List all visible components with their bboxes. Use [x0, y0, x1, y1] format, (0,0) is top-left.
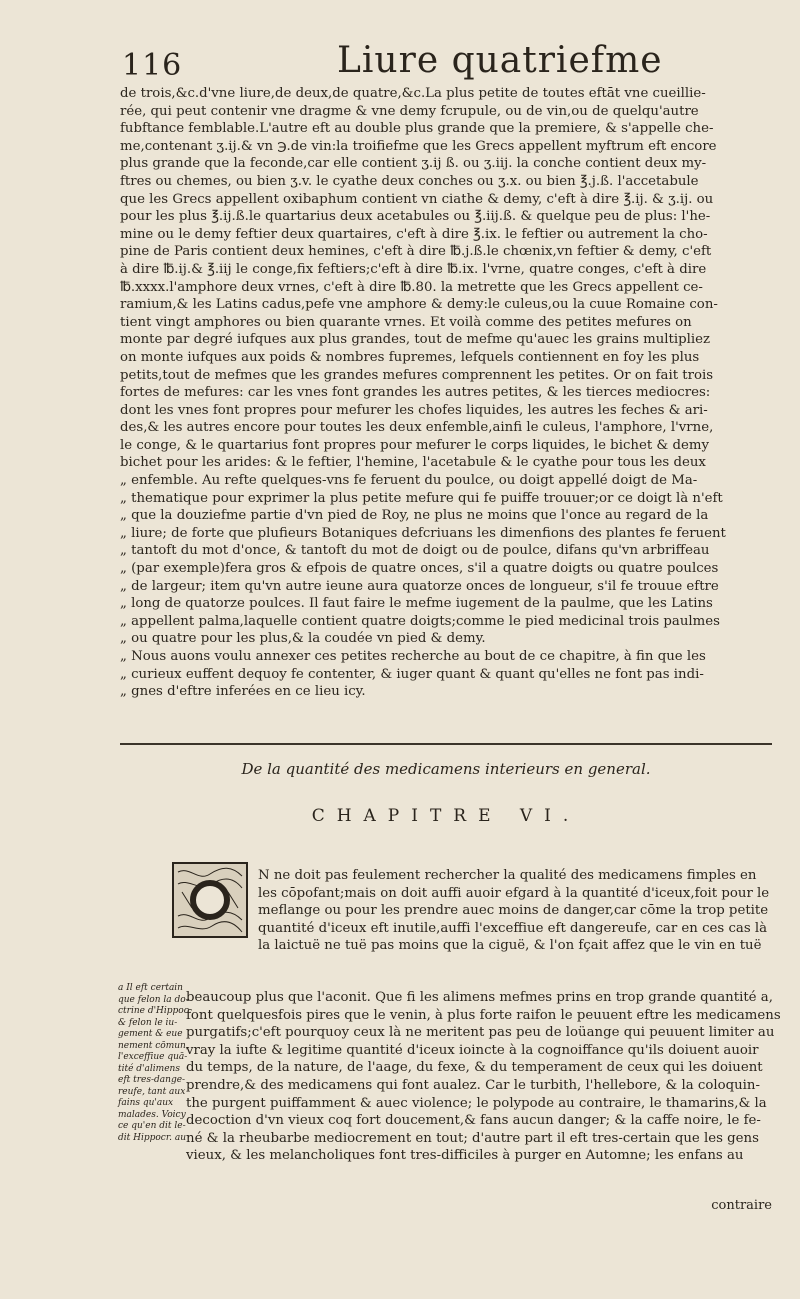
body-text-line: à dire ℔.ij.& ℥.iij le conge,fix feftiers;c'eft à dire ℔.ix. l'vrne, quatre conges, c'eft à dire: [120, 261, 707, 277]
body-text-line: „ de largeur; item qu'vn autre ieune aura quatorze onces de longueur, s'il fe trouue eftre: [120, 578, 719, 594]
chapter-text-line: quantité d'iceux eft inutile,auffi l'exceffiue eft dangereufe, car en ces cas là: [258, 920, 768, 936]
chapter-text-line: N ne doit pas feulement rechercher la qualité des medicamens fimples en: [258, 868, 757, 883]
chapter-text-indented: [258, 867, 772, 955]
body-text-line: me,contenant ʒ.ij.& vn ℈.de vin:la troifiefme que les Grecs appellent myftrum eft encore: [120, 138, 717, 154]
section-title: De la quantité des medicamens interieurs en general.: [241, 760, 651, 778]
body-text-line: pour les plus ℥.ij.ß.le quartarius deux acetabules ou ℥.iij.ß. & quelque peu de plus: l'he-: [120, 209, 711, 225]
body-text-line: „ tantoft du mot d'once, & tantoft du mot de doigt ou de poulce, difans qu'vn arbriffeau: [120, 543, 710, 559]
body-text-line: bichet pour les arides: & le feftier, l'hemine, l'acetabule & le cyathe pour tous les deux: [120, 455, 706, 471]
margin-note-line: dit Hippocr. au: [118, 1132, 187, 1143]
chapter-text-line: font quelquesfois pires que le venin, à plus forte raifon le peuuent eftre les medicamens: [186, 1007, 781, 1023]
margin-note-line: gement & eue: [118, 1029, 183, 1039]
chapter-text-line: prendre,& des medicamens qui font aualez. Car le turbith, l'hellebore, & la coloquin-: [186, 1077, 760, 1093]
chapter-text-line: meflange ou pour les prendre auec moins de danger,car cōme la trop petite: [258, 903, 769, 919]
catchword: contraire: [711, 1198, 772, 1213]
chapter-text-line: vieux, & les melancholiques font tres-difficiles à purger en Automne; les enfans au: [186, 1148, 744, 1164]
margin-note-line: malades. Voicy: [118, 1109, 186, 1120]
chapter-text-line: vray la iufte & legitime quantité d'iceux ioincte à la cognoiffance qu'ils doiuent auoir: [186, 1042, 759, 1058]
body-text-line: monte par degré iufques aux plus grandes, tout de mefme qu'auec les grains multipliez: [120, 332, 711, 348]
body-text-line: „ que la douziefme partie d'vn pied de Roy, ne plus ne moins que l'once au regard de la: [120, 508, 709, 524]
margin-note-line: ctrine d'Hippoc.: [118, 1006, 192, 1016]
body-text-line: ramium,& les Latins cadus,pefe vne amphore & demy:le culeus,ou la cuue Romaine con-: [120, 297, 718, 313]
body-text-line: „ ou quatre pour les plus,& la coudée vn pied & demy.: [120, 631, 486, 647]
chapter-text-line: the purgent puiffamment & auec violence; le polypode au contraire, le thamarins,& la: [186, 1095, 767, 1111]
body-text-line: „ curieux euffent dequoy fe contenter, & iuger quant & quant qu'elles ne font pas indi-: [120, 666, 704, 682]
body-text-line: „ (par exemple)fera gros & efpois de quatre onces, s'il a quatre doigts ou quatre poulces: [120, 561, 719, 577]
body-text-line: on monte iufques aux poids & nombres fupremes, lefquels contiennent en foy les plus: [120, 349, 700, 365]
margin-note-line: que felon la do-: [118, 994, 189, 1005]
chapter-text-line: les cōpofant;mais on doit auffi auoir efgard à la quantité d'iceux,foit pour le: [258, 885, 770, 901]
body-text-line: petits,tout de mefmes que les grandes mefures comprennent les petites. Or on fait trois: [120, 367, 714, 383]
body-text-line: fortes de mefures: car les vnes font grandes les autres petites, & les tierces mediocres:: [120, 385, 711, 401]
body-text-line: „ enfemble. Au refte quelques-vns fe feruent du poulce, ou doigt appellé doigt de Ma-: [120, 473, 698, 489]
body-text: [120, 85, 772, 701]
margin-note-line: reufe, tant aux: [118, 1086, 186, 1097]
body-text-line: „ gnes d'eftre inferées en ce lieu icy.: [120, 684, 366, 700]
chapter-text-line: beaucoup plus que l'aconit. Que fi les alimens mefmes prins en trop grande quantité a,: [186, 990, 773, 1005]
body-text-line: fubftance femblable.L'autre eft au double plus grande que la premiere, & s'appelle che-: [120, 121, 714, 137]
body-text-line: que les Grecs appellent oxibaphum contient vn ciathe & demy, c'eft à dire ℥.ij. & ʒ.ij. ou: [120, 191, 714, 207]
margin-note-line: fains qu'aux: [118, 1098, 174, 1108]
body-text-line: „ Nous auons voulu annexer ces petites recherche au bout de ce chapitre, à fin que les: [120, 649, 706, 664]
body-text-line: „ appellent palma,laquelle contient quatre doigts;comme le pied medicinal trois paulmes: [120, 613, 720, 629]
chapter-text-full: [186, 989, 781, 1165]
chapter-text-line: la laictuë ne tuë pas moins que la ciguë, & l'on fçait affez que le vin en tuë: [258, 938, 762, 954]
page-number: 116: [122, 48, 183, 83]
body-text-line: de trois,&c.d'vne liure,de deux,de quatre,&c.La plus petite de toutes eftāt vne cueillie-: [120, 86, 706, 101]
body-text-line: pine de Paris contient deux hemines, c'eft à dire ℔.j.ß.le chœnix,vn feftier & demy, c'eft: [120, 244, 712, 260]
chapter-text-line: du temps, de la nature, de l'aage, du fexe, & du temperament de ceux qui les doiuent: [186, 1060, 763, 1076]
body-text-line: „ liure; de forte que plufieurs Botaniques defcriuans les dimenfions des plantes fe feruent: [120, 525, 726, 541]
margin-note-line: ce qu'en dit le-: [118, 1121, 186, 1131]
body-text-line: rée, qui peut contenir vne dragme & vne demy fcrupule, ou de vin,ou de quelqu'autre: [120, 103, 699, 119]
body-text-line: mine ou le demy feftier deux quartaires, c'eft à dire ℥.ix. le feftier ou autrement la cho-: [120, 226, 708, 242]
running-head: Liure quatriefme: [337, 40, 663, 81]
chapter-title: CHAPITRE VI.: [311, 806, 581, 826]
body-text-line: ℔.xxxx.l'amphore deux vrnes, c'eft à dire ℔.80. la metrette que les Grecs appellent ce-: [120, 279, 703, 295]
page-header: [92, 38, 772, 90]
woodcut-initial-o-icon: [172, 862, 248, 938]
margin-note-line: & felon le iu-: [118, 1017, 178, 1028]
body-text-line: dont les vnes font propres pour mefurer les chofes liquides, les autres les feches & ari-: [120, 402, 708, 418]
chapter-text-line: purgatifs;c'eft pourquoy ceux là ne meritent pas peu de loüange qui peuuent limiter au: [186, 1025, 775, 1041]
body-text-line: plus grande que la feconde,car elle contient ʒ.ij ß. ou ʒ.iij. la conche contient deux my-: [120, 156, 707, 172]
body-text-line: des,& les autres encore pour toutes les deux enfemble,ainfi le culeus, l'amphore, l'vrne,: [120, 420, 714, 436]
margin-note-line: eft tres-dange-: [118, 1075, 186, 1085]
body-text-line: ftres ou chemes, ou bien ʒ.v. le cyathe deux conches ou ʒ.x. ou bien ℥.j.ß. l'accetabule: [120, 173, 699, 189]
margin-note-line: a Il eft certain: [118, 983, 183, 993]
margin-note-line: l'exceffiue quā-: [118, 1052, 188, 1062]
body-text-line: „ long de quatorze poulces. Il faut faire le mefme iugement de la paulme, que les Latins: [120, 596, 713, 612]
chapter-text-line: decoction d'vn vieux coq fort doucement,& fans aucun danger; & la caffe noire, le fe-: [186, 1113, 761, 1129]
body-text-line: le conge, & le quartarius font propres pour mefurer le corps liquides, le bichet & demy: [120, 437, 709, 453]
body-text-line: „ thematique pour exprimer la plus petite mefure qui fe puiffe trouuer;or ce doigt là n'eft: [120, 490, 723, 506]
body-text-line: tient vingt amphores ou bien quarante vrnes. Et voilà comme des petites mefures on: [120, 314, 692, 330]
section-rule: [120, 743, 772, 745]
chapter-text-line: né & la rheubarbe mediocrement en tout; d'autre part il eft tres-certain que les gens: [186, 1130, 759, 1146]
margin-note-line: tité d'alimens: [118, 1063, 180, 1074]
margin-note-line: nement cōmun,: [118, 1040, 189, 1051]
margin-note: [118, 983, 192, 1144]
